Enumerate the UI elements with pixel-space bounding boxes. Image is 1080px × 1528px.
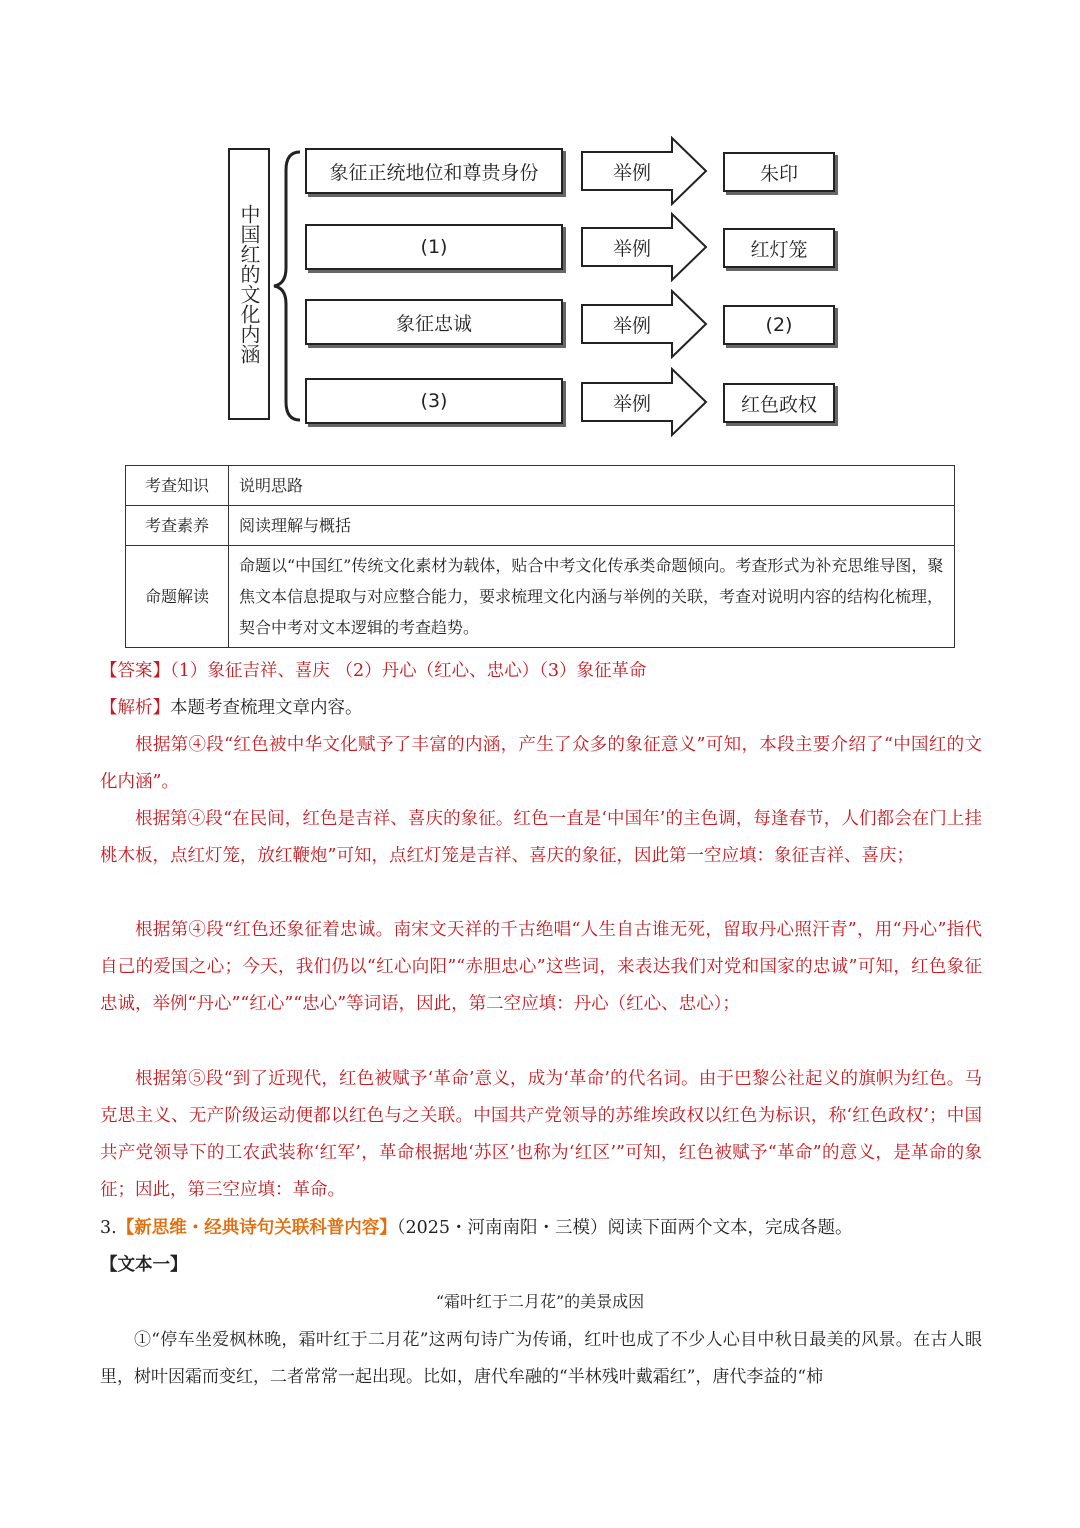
table-key: 命题解读 <box>126 546 229 648</box>
exam-info-table <box>125 465 955 648</box>
question-source: （2025・河南南阳・三模） <box>396 1218 608 1238</box>
table-key: 考查素养 <box>126 506 229 546</box>
meaning-box-2: (1) <box>305 224 563 270</box>
analysis-intro: 本题考查梳理文章内容。 <box>170 698 363 718</box>
answer-line <box>100 653 982 690</box>
example-box-2: 红灯笼 <box>723 228 835 268</box>
question-prompt: 阅读下面两个文本，完成各题。 <box>607 1218 853 1238</box>
analysis-paragraph-1: 根据第④段“红色被中华文化赋予了丰富的内涵，产生了众多的象征意义”可知，本段主要介绍了“中国红的文化内涵”。 <box>100 735 982 792</box>
table-row <box>126 466 955 506</box>
example-box-4: 红色政权 <box>723 383 835 423</box>
diagram-center-box <box>228 148 270 420</box>
arrow-label-2: 举例 <box>612 238 651 260</box>
table-row <box>126 506 955 546</box>
arrow-label-1: 举例 <box>612 162 651 184</box>
diagram-center-label: 中国红的文化内涵 <box>237 204 261 364</box>
arrow-label-4: 举例 <box>612 393 651 415</box>
analysis-label: 【解析】 <box>100 698 170 718</box>
analysis-paragraph-4: 根据第⑤段“到了近现代，红色被赋予‘革命’意义，成为‘革命’的代名词。由于巴黎公社起义的旗帜为红色。马克思主义、无产阶级运动便都以红色与之关联。中国共产党领导的苏维埃政权以红色为标识，称‘红色政权’；中国共产党领导下的工农武装称‘红军’，革命根据地‘苏区’也称为‘红区’”可知，红色被赋予“革命”的意义，是革命的象征；因此，第三空应填：革命。 <box>100 1069 982 1200</box>
analysis-paragraph-3: 根据第④段“红色还象征着忠诚。南宋文天祥的千古绝唱“人生自古谁无死，留取丹心照汗青”，用“丹心”指代自己的爱国之心；今天，我们仍以“红心向阳”“赤胆忠心”这些词，来表达我们对党和国家的忠诚”可知，红色象征忠诚，举例“丹心”“红心”“忠心”等词语，因此，第二空应填：丹心（红心、忠心）； <box>100 920 982 1014</box>
answer-text: （1）象征吉祥、喜庆 （2）丹心（红心、忠心）（3）象征革命 <box>170 661 647 681</box>
arrow-label-3: 举例 <box>612 315 651 337</box>
table-value: 说明思路 <box>229 466 955 506</box>
meaning-box-4: (3) <box>305 378 563 424</box>
text-one-label: 【文本一】 <box>100 1255 188 1275</box>
meaning-box-3: 象征忠诚 <box>305 299 563 345</box>
analysis-paragraph-2: 根据第④段“在民间，红色是吉祥、喜庆的象征。红色一直是‘中国年’的主色调，每逢春节，人们都会在门上挂桃木板，点红灯笼，放红鞭炮”可知，点红灯笼是吉祥、喜庆的象征，因此第一空应填：象征吉祥、喜庆； <box>100 809 982 866</box>
question-tag: 【新思维・经典诗句关联科普内容】 <box>116 1218 397 1238</box>
example-box-1: 朱印 <box>723 152 835 192</box>
analysis-line <box>100 690 982 727</box>
question-number: 3. <box>100 1218 117 1238</box>
table-value: 命题以“中国红”传统文化素材为载体，贴合中考文化传承类命题倾向。考查形式为补充思维导图，聚焦文本信息提取与对应整合能力，要求梳理文化内涵与举例的关联，考查对说明内容的结构化梳理，契合中考对文本逻辑的考查趋势。 <box>229 546 955 648</box>
example-box-3: (2) <box>723 305 835 345</box>
meaning-box-1: 象征正统地位和尊贵身份 <box>305 148 563 194</box>
curly-brace <box>272 150 306 422</box>
answer-label: 【答案】 <box>100 661 170 681</box>
question-3-line <box>100 1210 982 1247</box>
text-one-paragraph-1: ①“停车坐爱枫林晚，霜叶红于二月花”这两句诗广为传诵，红叶也成了不少人心目中秋日最美的风景。在古人眼里，树叶因霜而变红，二者常常一起出现。比如，唐代牟融的“半林残叶戴霜红”，唐代李益的“柿 <box>100 1330 982 1387</box>
table-value: 阅读理解与概括 <box>229 506 955 546</box>
table-key: 考查知识 <box>126 466 229 506</box>
text-one-title: “霜叶红于二月花”的美景成因 <box>435 1292 645 1311</box>
table-row <box>126 546 955 648</box>
